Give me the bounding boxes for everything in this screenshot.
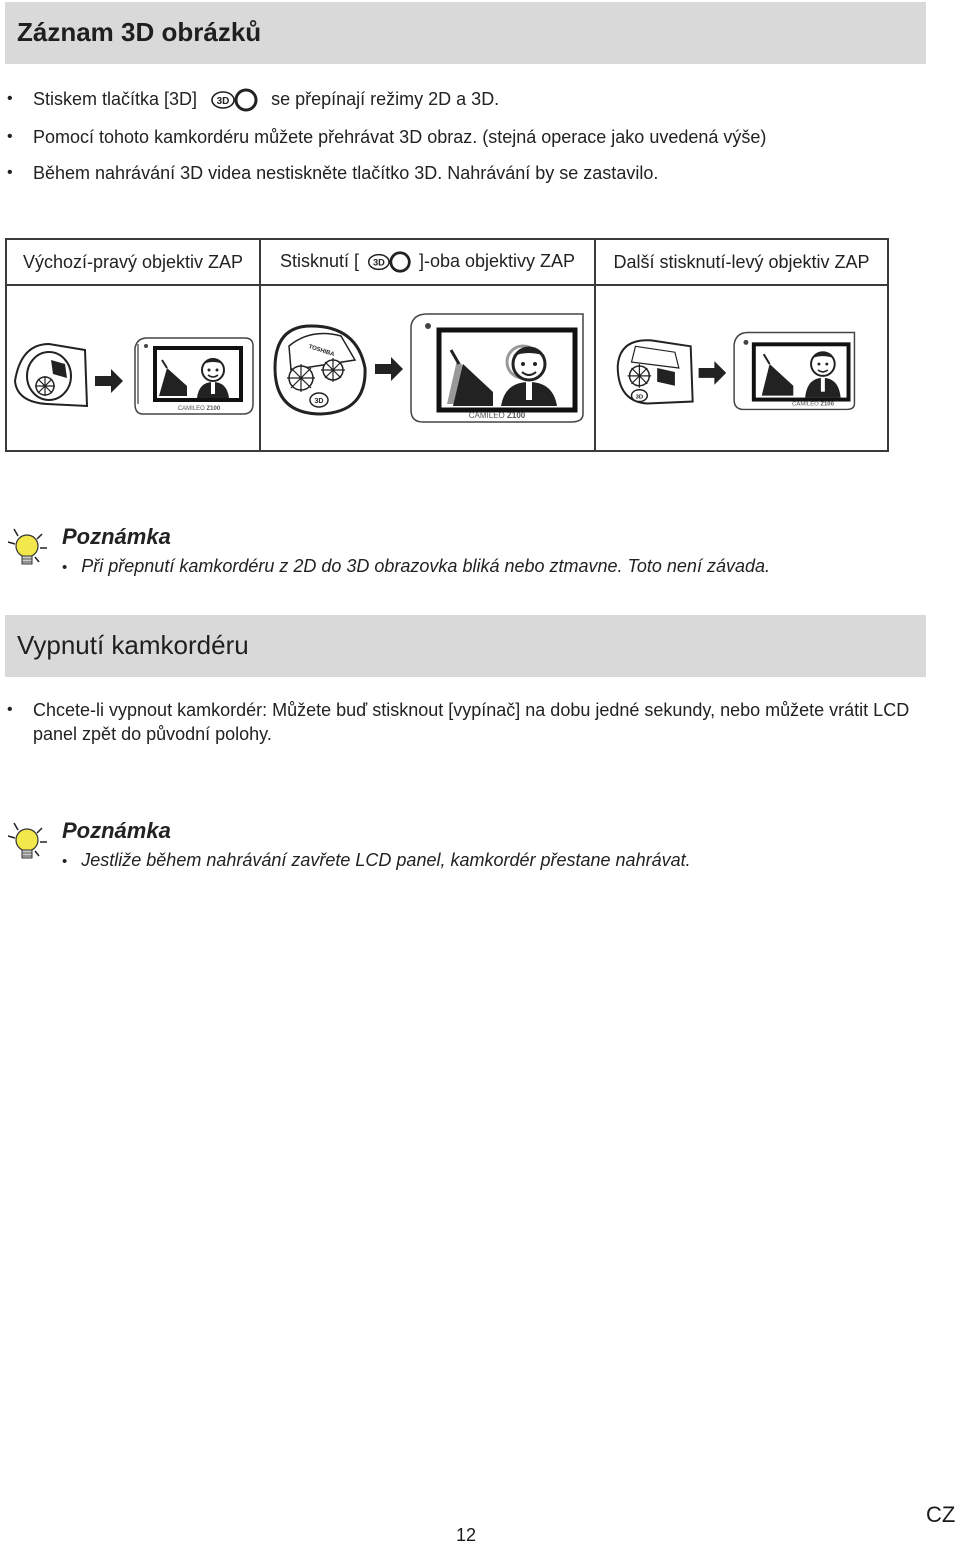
svg-text:CAMILEO Z100: CAMILEO Z100 <box>177 406 221 412</box>
bullet-power-off: • Chcete-li vypnout kamkordér: Můžete buď stisknout [vypínač] na dobu jedné sekundy, nebo můžete vrátit LCD panel zpět do původní polohy. <box>5 698 935 746</box>
arrow-right-icon <box>375 357 403 381</box>
camcorder-both-lenses-illustration <box>261 286 594 450</box>
header-left-lens: Další stisknutí-levý objektiv ZAP <box>595 239 888 285</box>
language-code: CZ <box>926 1502 956 1527</box>
cell-left-lens-illustration <box>595 285 888 451</box>
note-title: Poznámka <box>62 524 171 549</box>
camcorder-screen-icon <box>411 314 583 422</box>
svg-text:TOSHIBA: TOSHIBA <box>307 344 336 359</box>
section-power-off-bullets <box>5 698 935 758</box>
note-text: • Jestliže během nahrávání zavřete LCD panel, kamkordér přestane nahrávat. <box>62 850 691 871</box>
camcorder-left-lens-illustration <box>596 286 887 450</box>
arrow-right-icon <box>95 369 123 393</box>
camcorder-screen-icon <box>135 338 253 414</box>
lightbulb-icon <box>5 524 55 572</box>
camcorder-right-lens-illustration <box>7 286 259 450</box>
lens-housing-icon <box>15 344 87 406</box>
bullet-3d-playback: • Pomocí tohoto kamkordéru můžete přehrávat 3D obraz. (stejná operace jako uvedená výše) <box>5 125 935 149</box>
cell-right-lens-illustration <box>6 285 260 451</box>
header-both-after: ]-oba objektivy ZAP <box>418 250 576 271</box>
3d-button-icon <box>208 87 260 113</box>
svg-text:3D: 3D <box>635 394 644 401</box>
note-3d-flicker <box>5 524 925 574</box>
bullet-3d-toggle <box>5 87 935 113</box>
note-text: • Při přepnutí kamkordéru z 2D do 3D obrazovka bliká nebo ztmavne. Toto není závada. <box>62 556 770 577</box>
lens-housing-icon <box>275 326 365 414</box>
header-default-right-lens: Výchozí-pravý objektiv ZAP <box>6 239 260 285</box>
lens-housing-icon <box>618 340 693 403</box>
svg-text:3D: 3D <box>372 257 385 268</box>
bullet-3d-recording-warning: • Během nahrávání 3D videa nestiskněte tlačítko 3D. Nahrávání by se zastavilo. <box>5 161 935 185</box>
note-title: Poznámka <box>62 818 171 843</box>
section-3d-bullets <box>5 87 935 197</box>
svg-text:CAMILEO Z100: CAMILEO Z100 <box>468 411 526 420</box>
lightbulb-icon <box>5 818 55 866</box>
note-lcd-close <box>5 818 925 868</box>
section-header-power-off <box>5 615 926 677</box>
bullet-3d-toggle-after: se přepínají režimy 2D a 3D. <box>271 89 500 109</box>
header-both-lenses <box>260 239 595 285</box>
svg-text:CAMILEO Z100: CAMILEO Z100 <box>792 401 834 408</box>
section-title-3d: Záznam 3D obrázků <box>17 17 262 47</box>
cell-both-lenses-illustration <box>260 285 595 451</box>
3d-button-icon <box>365 250 413 274</box>
header-both-before: Stisknutí [ <box>279 250 359 271</box>
page-number: 12 <box>456 1525 477 1545</box>
section-header-3d <box>5 2 926 64</box>
section-title-power-off: Vypnutí kamkordéru <box>17 630 249 660</box>
svg-text:3D: 3D <box>314 398 324 405</box>
svg-text:3D: 3D <box>216 96 230 108</box>
camcorder-screen-icon <box>734 332 854 409</box>
lens-mode-table <box>5 238 889 452</box>
arrow-right-icon <box>699 361 727 385</box>
bullet-3d-toggle-before: Stiskem tlačítka [3D] <box>33 89 198 109</box>
